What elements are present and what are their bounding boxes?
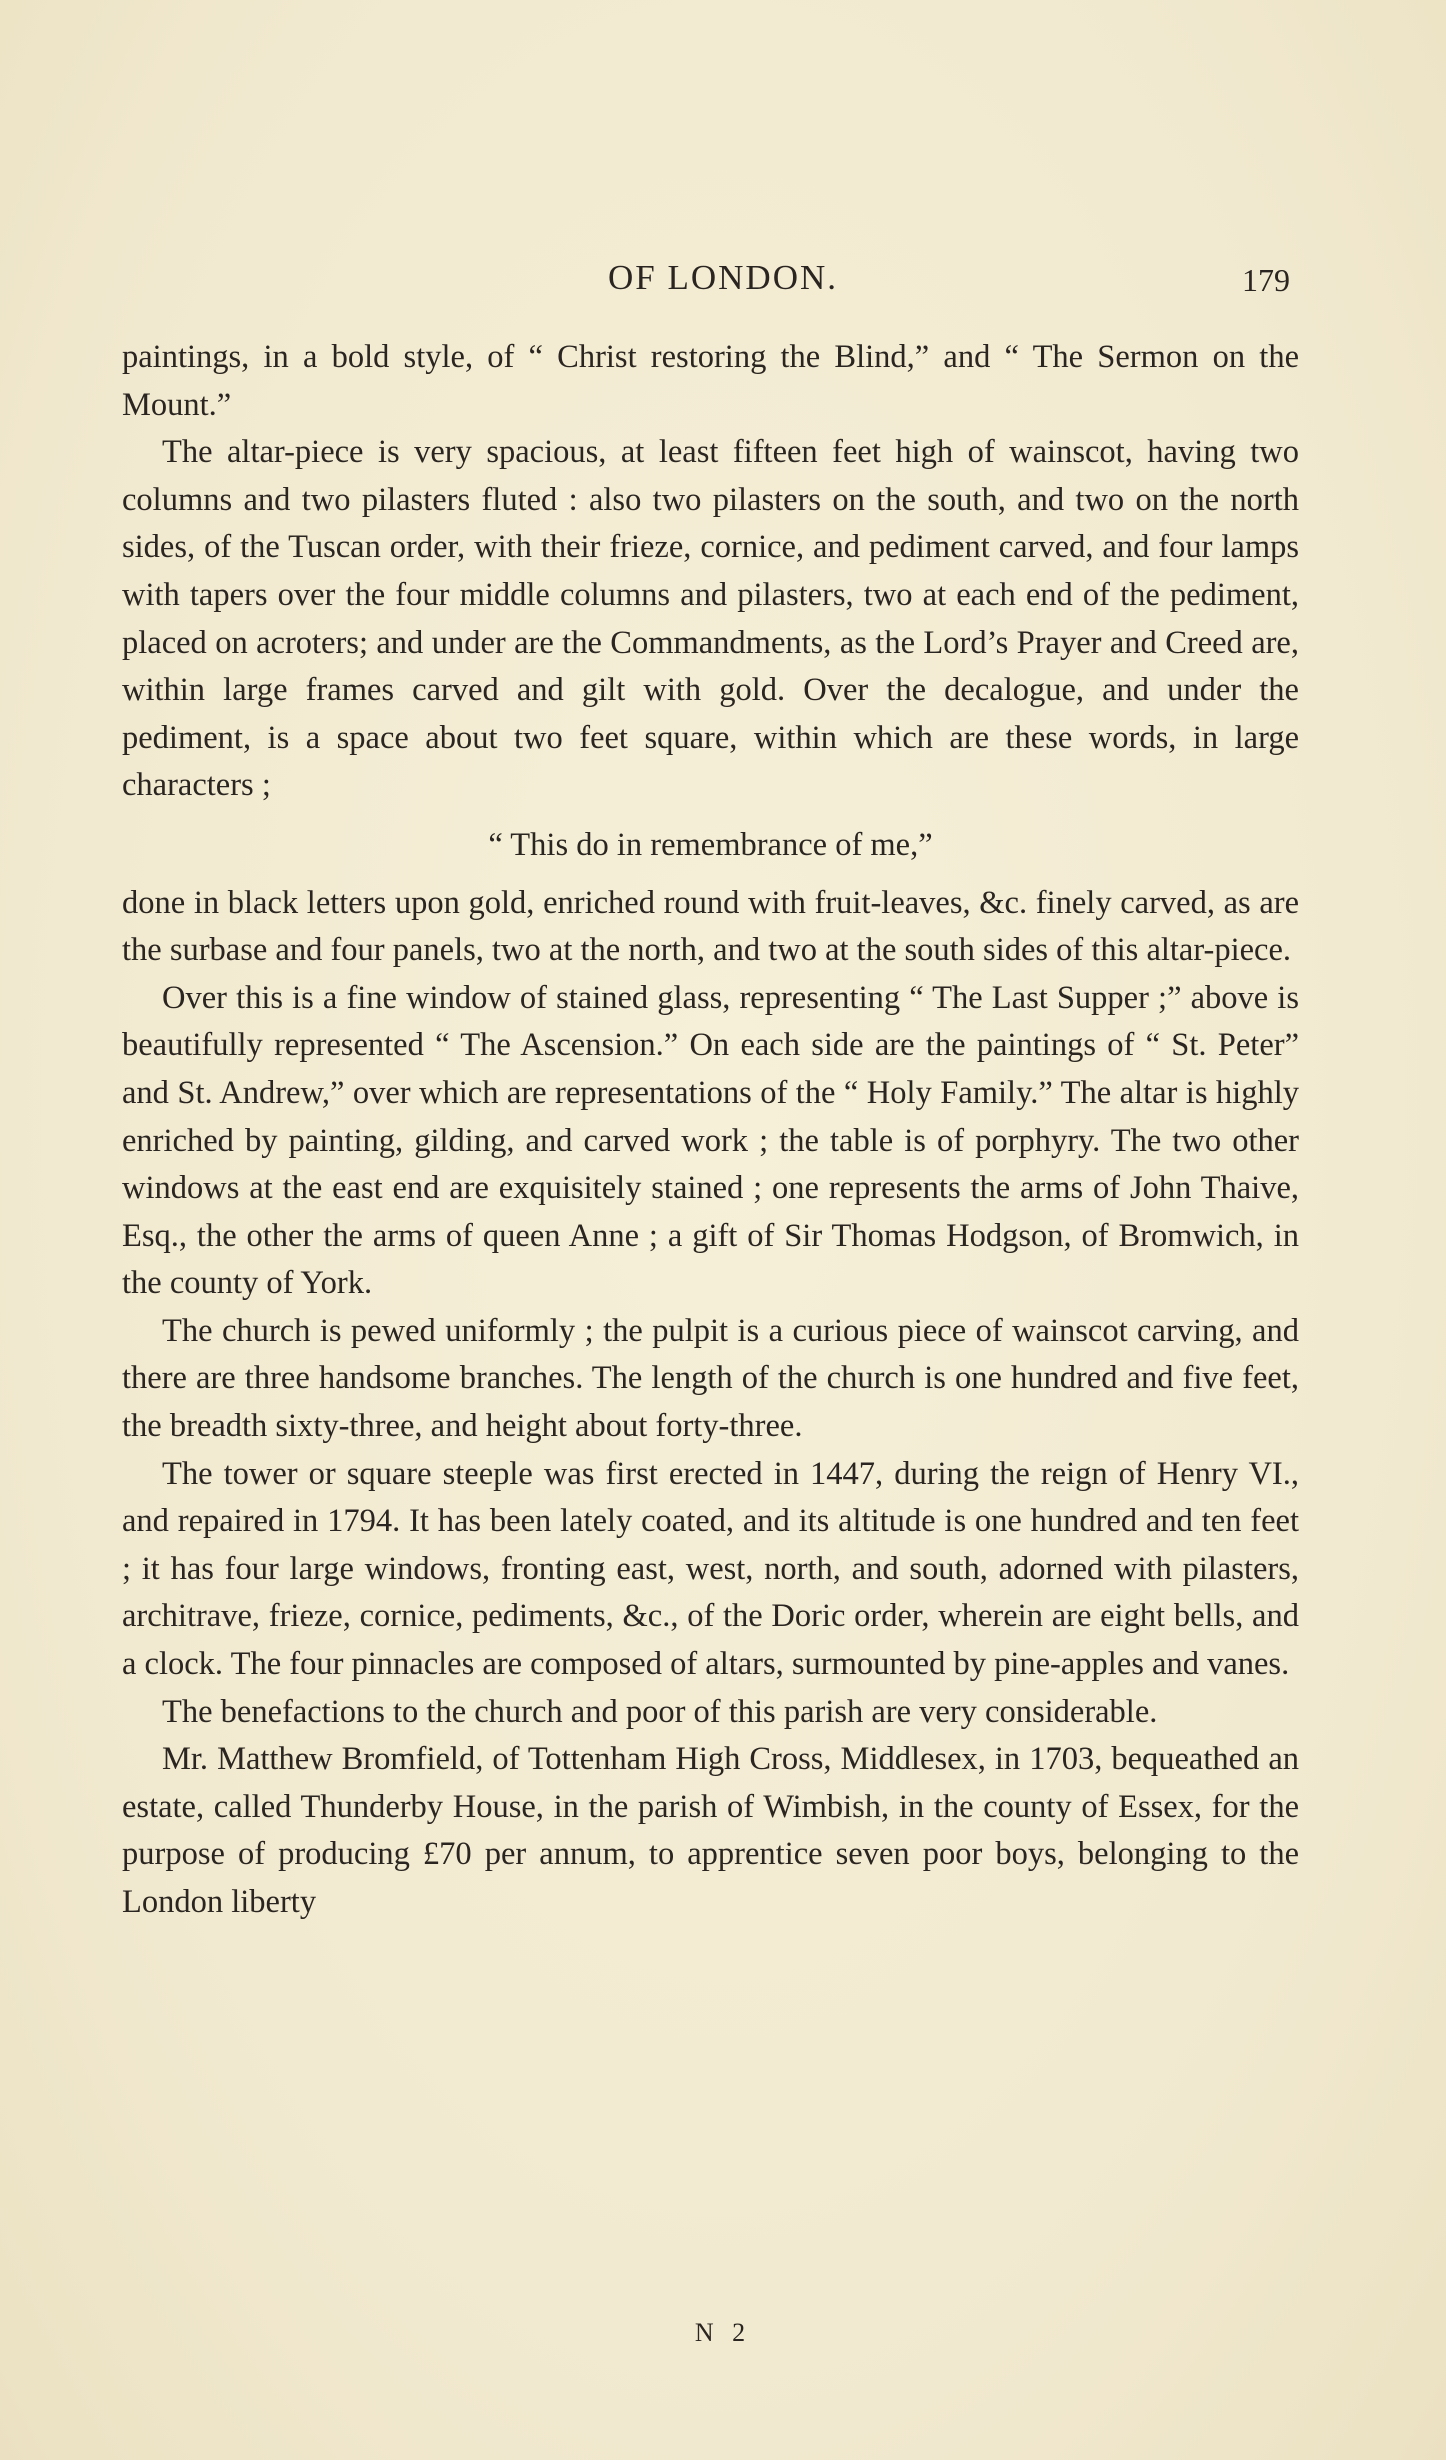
running-head — [0, 258, 1446, 308]
running-head-title: OF LONDON. — [608, 258, 838, 297]
inscription-quote: “ This do in remembrance of me,” — [488, 826, 933, 863]
body-text — [122, 334, 1299, 1927]
paragraph-benefactions: The benefactions to the church and poor of this parish are very considerable. — [162, 1693, 1158, 1730]
paragraph-inscription-detail: done in black letters upon gold, enriched round with fruit-leaves, &c. finely carved, as are the surbase and four panels, two at the north, and two at the south sides of this altar-piece. — [122, 884, 1299, 969]
paragraph-church-pews: The church is pewed uniformly ; the pulpit is a curious piece of wainscot carving, and there are three handsome branches. The length of the church is one hundred and five feet, the breadth sixty-three, and height about forty-three. — [122, 1312, 1299, 1445]
paragraph-altar-piece: The altar-piece is very spacious, at least fifteen feet high of wainscot, having two columns and two pilasters fluted : also two pilasters on the south, and two on the north sides, of the Tuscan order, with their frieze, cornice, and pediment carved, and four lamps with tapers over the four middle columns and pilasters, two at each end of the pediment, placed on acroters; and under are the Commandments, as the Lord’s Prayer and Creed are, within large frames carved and gilt with gold. Over the decalogue, and under the pediment, is a space about two feet square, within which are these words, in large characters ; — [122, 434, 1299, 804]
paragraph-stained-window: Over this is a fine window of stained glass, representing “ The Last Supper ;” above is beautifully represented “ The Ascension.” On each side are the paintings of “ St. Peter” and St. Andrew,” over which are representations of the “ Holy Family.” The altar is highly enriched by painting, gilding, and carved work ; the table is of porphyry. The two other windows at the east end are exquisitely stained ; one represents the arms of John Thaive, Esq., the other the arms of queen Anne ; a gift of Sir Thomas Hodgson, of Bromwich, in the county of York. — [122, 979, 1299, 1302]
paragraph-bromfield-bequest: Mr. Matthew Bromfield, of Tottenham High Cross, Middlesex, in 1703, bequeathed an estate, called Thunderby House, in the parish of Wimbish, in the county of Essex, for the purpose of producing £70 per annum, to apprentice seven poor boys, belonging to the London liberty — [122, 1741, 1299, 1920]
paragraph-tower: The tower or square steeple was first erected in 1447, during the reign of Henry VI., and repaired in 1794. It has been lately coated, and its altitude is one hundred and ten feet ; it has four large windows, fronting east, west, north, and south, adorned with pilasters, architrave, frieze, cornice, pediments, &c., of the Doric order, wherein are eight bells, and a clock. The four pinnacles are composed of altars, surmounted by pine-apples and vanes. — [122, 1455, 1299, 1683]
page-number: 179 — [1242, 262, 1290, 298]
paragraph-continuation: paintings, in a bold style, of “ Christ restoring the Blind,” and “ The Sermon on the Mount.” — [122, 339, 1299, 423]
signature-mark: N 2 — [694, 2318, 752, 2347]
